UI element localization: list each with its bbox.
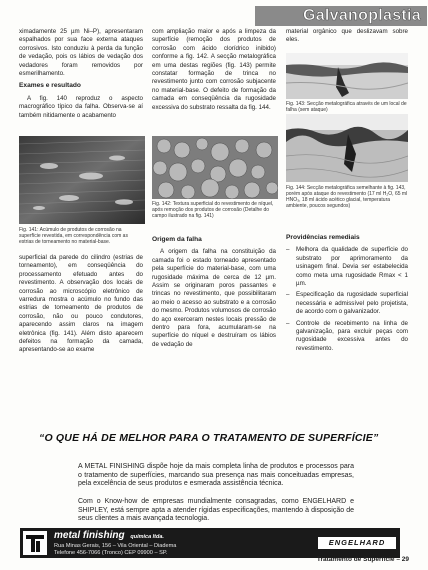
company-name: metal finishing: [54, 530, 125, 541]
remedial-item: – Melhora da qualidade de superfície do substrato por aprimoramento da usinagem final. Devia ser estabelecida como meta uma rugosidade Rmax < 1 µm.: [286, 246, 408, 288]
column-3-bottom: [286, 232, 408, 356]
figure-142-caption: Fig. 142: Textura superficial do revestimento de níquel, após remoção dos produtos de corrosão (Detalhe do campo ilustrado na fig. 141): [152, 201, 274, 219]
col1-paragraph-2: superficial da parede do cilindro (estrias de torneamento), em conseqüência do processamento efetuado antes do revestimento. A observação dos locais de corrosão ao microscópio eletrônico de varredura mostra o acúmulo no fundo das estrias de torneamento de produtos de corrosão, não ou pouco condutores, aparecendo assim claros na imagem eletrônica (fig. 141). Além disto aparecem defeitos na formação da camada, apresentando-se ao exame: [19, 254, 143, 354]
column-1-top: [19, 28, 143, 124]
company-phone: Telefone 456-7066 (Tronco) CEP 09900 – SP.: [54, 550, 168, 556]
figure-144-photo: [286, 114, 408, 182]
figure-141-caption: Fig. 141: Acúmulo de produtos de corrosão na superfície revestida, em correspondência com as estrias de torneamento no material-base.: [19, 227, 128, 245]
col1-paragraph-1: A fig. 140 reproduz o aspecto macrográfico típico da falha. Observa-se aí também nitidamente o acabamento: [19, 94, 143, 119]
column-2-bottom: [152, 234, 276, 353]
col1-heading: Exames e resultado: [19, 82, 81, 90]
ad-paragraph-2: Com o Know-how de empresas mundialmente consagradas, como ENGELHARD e SHIPLEY, está sempre apta a atender rígidas especificações, mantendo à disposição de seus clientes a mais avançada tecnologia.: [78, 498, 354, 523]
ad-headline: “O QUE HÁ DE MELHOR PARA O TRATAMENTO DE SUPERFÍCIE”: [39, 432, 379, 444]
company-address: Rua Minas Gerais, 156 – Vila Oriental – Diadema: [54, 543, 177, 549]
figure-143-caption: Fig. 143: Secção metalográfica através de um local de falha (sem ataque): [286, 101, 407, 113]
col2-paragraph-2: A origem da falha na constituição da camada foi o estado torneado apresentado pela superfície do material-base, com uma rugosidade máxima de cerca de 12 µm. Assim se originaram poros passantes e trincas no revestimento, que possibilitaram ao meio o acesso ao substrato e a corrosão do mesmo. Produtos volumosos de corrosão do aço exerceram nestes locais pressão de dentro para fora, acumularam-se na superfície do níquel e destruíram os lábios de vedação de: [152, 248, 276, 348]
column-2-top: [152, 28, 276, 116]
section-title: Galvanoplastia: [302, 7, 421, 24]
figure-140-photo: [19, 136, 145, 224]
col3-heading: Providências remediais: [286, 234, 360, 241]
figure-144-caption: Fig. 144: Secção metalográfica semelhante à fig. 143, porém após ataque do revestimento (17 ml H₂O, 65 ml HNO₃, 18 ml ácido acético glacial, temperatura ambiente, poucos segundos): [286, 185, 408, 209]
company-suffix: química ltda.: [130, 534, 164, 540]
col1-intro: ximadamente 25 µm Ni–P), apresentaram espalhados por sua face externa ataques corrosivos. Isto conduziu à perda da função de vedação, pois os lábios de vedação dos vedadores foram removidos por esmerilhamento.: [19, 28, 143, 78]
page-footer: Tratamento de Superfície – 29: [316, 556, 409, 563]
col3-paragraph-1: material orgânico que deslizavam sobre eles.: [286, 28, 408, 44]
nickel-texture-image: [152, 136, 278, 199]
column-1-bottom: [19, 254, 143, 359]
ad-company-bar: [20, 528, 400, 558]
metal-finishing-logo: [23, 531, 47, 555]
figure-143-photo: [286, 53, 408, 99]
partner-logo: ENGELHARD: [318, 537, 396, 549]
remedial-list: [286, 246, 408, 353]
corrosion-macro-image: [19, 136, 145, 224]
figure-142-photo: [152, 136, 278, 199]
col2-heading: Origem da falha: [152, 236, 202, 243]
column-3-top: [286, 28, 408, 49]
col2-paragraph-1: com ampliação maior e após a limpeza da superfície (remoção dos produtos de corrosão com ácido clorídrico inibido) conforme a fig. 142. A secção metalográfica em uma destas regiões (fig. 143) permite constatar formação de trinca no revestimento junto com corrosão subjacente no material-base. O defeito de formação da camada em conseqüência da rugosidade excessiva do substrato ressalta da fig. 144.: [152, 28, 276, 111]
cross-section-image-2: [286, 114, 408, 182]
ad-paragraph-1: A METAL FINISHING dispõe hoje da mais completa linha de produtos e processos para o tratamento de superfícies, marcando sua presença nas mais conceituadas empresas, pela excelência de seus produtos e esmerada assistência técnica.: [78, 463, 354, 488]
remedial-item: – Especificação da rugosidade superficial necessária e admissível pelo projetista, de acordo com o galvanizador.: [286, 291, 408, 316]
section-masthead: [255, 6, 427, 26]
cross-section-image-1: [286, 53, 408, 99]
remedial-item: – Controle de recebimento na linha de galvanização, para excluir peças com rugosidade excessiva antes do revestimento.: [286, 320, 408, 354]
company-logo-icon: [23, 531, 47, 555]
